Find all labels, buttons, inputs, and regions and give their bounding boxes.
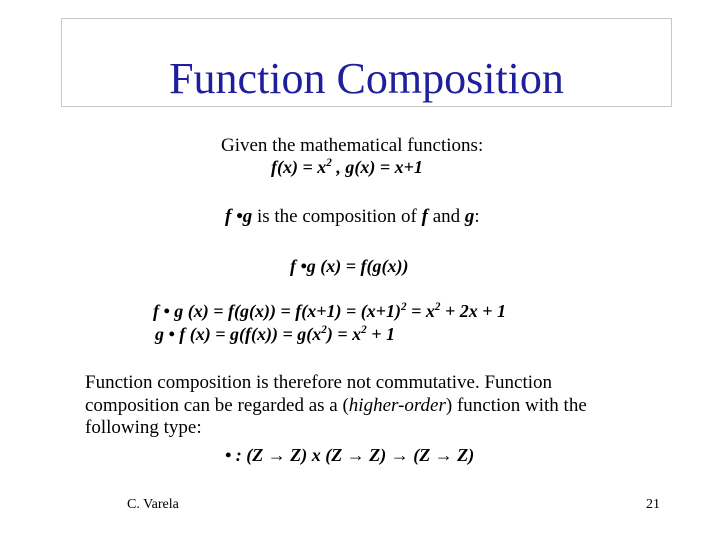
eq2-exp-b: 2 — [361, 324, 367, 336]
paragraph-line-2 — [85, 395, 645, 418]
eq1-part-b: = x — [406, 301, 435, 321]
comp-def-text: f •g (x) = f(g(x)) — [290, 256, 409, 276]
paragraph-line-1: Function composition is therefore not commutative. Function — [85, 372, 553, 393]
paragraph-line-2a: composition can be regarded as a ( — [85, 394, 349, 416]
title-box — [61, 18, 672, 107]
paragraph-line-2b: ) function with the — [445, 394, 587, 416]
equation-fg — [153, 302, 506, 320]
eq2-part-b: ) = x — [326, 324, 362, 344]
eq2-exp-a: 2 — [321, 324, 327, 336]
eq1-exp-a: 2 — [401, 301, 407, 313]
page-number: 21 — [646, 497, 660, 512]
type-signature-text: • : (Z → Z) x (Z → Z) → (Z → Z) — [225, 445, 475, 465]
comp-stmt-end: : — [474, 206, 480, 227]
comp-stmt-g: g — [464, 206, 475, 227]
composition-definition — [290, 257, 409, 275]
intro-label: Given the mathematical functions: — [221, 135, 484, 156]
type-signature — [225, 446, 474, 464]
intro-text — [221, 136, 483, 155]
eq1-exp-b: 2 — [434, 301, 441, 313]
equation-gf — [155, 325, 395, 343]
higher-order-term: higher-order — [348, 394, 446, 416]
slide-title: Function Composition — [169, 54, 564, 103]
eq2-part-a: g • f (x) = g(f(x)) = g(x — [155, 324, 322, 344]
eq1-part-a: f • g (x) = f(g(x)) = f(x+1) = (x+1) — [153, 301, 402, 321]
f-exponent: 2 — [326, 157, 332, 169]
eq1-part-c: + 2x + 1 — [440, 301, 506, 321]
footer-author: C. Varela — [127, 497, 179, 512]
fg-symbol: f •g — [225, 206, 253, 227]
paragraph-line-3: following type: — [85, 417, 202, 438]
f-definition: f(x) = x — [271, 157, 327, 177]
g-definition: g(x) = x+1 — [345, 157, 423, 177]
function-definitions — [271, 158, 423, 176]
comp-stmt-mid: is the composition of — [252, 206, 422, 227]
defs-separator: , — [331, 157, 346, 177]
composition-statement — [225, 207, 480, 226]
comp-stmt-f: f — [421, 206, 428, 227]
comp-stmt-and: and — [427, 206, 465, 227]
explanation-paragraph — [85, 372, 645, 440]
eq2-part-c: + 1 — [366, 324, 395, 344]
